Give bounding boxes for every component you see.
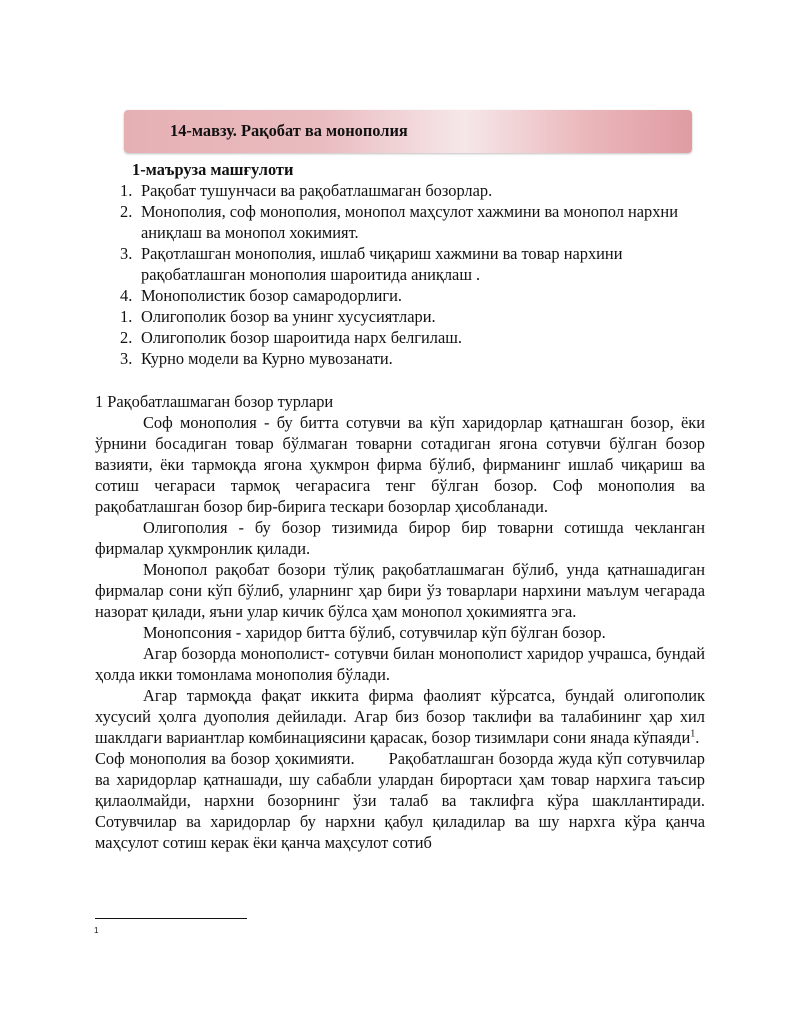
outline-item: [120, 327, 710, 348]
outline-text: Олигополик бозор шароитида нарх белгилаш.: [141, 328, 462, 347]
outline-text: Курно модели ва Курно мувозанати.: [141, 349, 393, 368]
paragraph: [95, 685, 705, 748]
paragraph-end: .: [695, 728, 700, 747]
paragraph: Соф монополия - бу битта сотувчи ва кўп харидорлар қатнашган бозор, ёки ўрнини босадиган товар бўлмаган товарни сотадиган ягона сотувчи бўлган бозор вазияти, ёки тармоқда ягона ҳукмрон фирма бўлиб, фирманинг ишлаб чиқариш ва сотиш чегараси тармоқ чегарасига тенг бўлган бозор. Соф монополия ва рақобатлашган бозор бир-бирига тескари бозорлар ҳисобланади.: [95, 413, 705, 516]
topic-title: 14-мавзу. Рақобат ва монополия: [170, 121, 408, 140]
outline-number: 2.: [120, 328, 133, 347]
paragraph: Агар бозорда монополист- сотувчи билан монополист харидор учрашса, бундай ҳолда икки томонлама монополия бўлади.: [95, 644, 705, 684]
outline-item: [120, 285, 710, 306]
outline-text: Монополия, соф монополия, монопол маҳсулот хажмини ва монопол нархни аниқлаш ва монопол хокимият.: [141, 202, 678, 242]
outline-text: Олигополик бозор ва унинг хусусиятлари.: [141, 307, 436, 326]
footnote-separator: [95, 918, 247, 919]
paragraph: [95, 748, 705, 853]
lecture-subtitle: 1-маъруза машғулоти: [132, 160, 294, 179]
footnote-number: 1: [94, 926, 99, 935]
outline-item: [120, 201, 710, 243]
outline-number: 2.: [120, 202, 133, 221]
outline-item: [120, 306, 710, 327]
outline-item: [120, 180, 710, 201]
outline-number: 1.: [120, 181, 133, 200]
paragraph-text: Рақобатлашган бозорда жуда кўп сотувчилар ва харидорлар қатнашади, шу сабабли улардан бирортаси ҳам товар нархига таъсир қилаолмайди, нархни бозорнинг ўзи талаб ва таклифга кўра шакллантиради. Сотувчилар ва харидорлар бу нархни қабул қиладилар ва шу нархга кўра қанча маҳсулот сотиш керак ёки қанча маҳсулот сотиб: [95, 749, 705, 852]
paragraph-text: Агар тармоқда фақат иккита фирма фаолият кўрсатса, бундай олигополик хусусий ҳолга дуополия дейилади. Агар биз бозор таклифи ва талабининг ҳар хил шаклдаги вариантлар комбинациясини қарасак, бозор тизимлари сони янада кўпаяди: [95, 686, 705, 747]
lecture-outline: [120, 180, 710, 369]
section-heading: 1 Рақобатлашмаган бозор турлари: [95, 392, 334, 411]
outline-number: 1.: [120, 307, 133, 326]
body-text: [95, 412, 705, 853]
outline-number: 3.: [120, 349, 133, 368]
footnote-reference[interactable]: 1: [690, 728, 696, 740]
outline-text: Рақотлашган монополия, ишлаб чиқариш хажмини ва товар нархини рақобатлашган монополия шароитида аниқлаш .: [141, 244, 623, 284]
paragraph: Олигополия - бу бозор тизимида бирор бир товарни сотишда чекланган фирмалар ҳукмронлик қилади.: [95, 518, 705, 558]
outline-number: 3.: [120, 244, 133, 263]
paragraph: Монопол рақобат бозори тўлиқ рақобатлашмаган бўлиб, унда қатнашадиган фирмалар сони кўп бўлиб, уларнинг ҳар бири ўз товарлари нархини маълум чегарада назорат қилади, яъни улар кичик бўлса ҳам монопол ҳокимиятга эга.: [95, 560, 705, 621]
outline-item: [120, 348, 710, 369]
topic-title-banner: [124, 110, 692, 153]
paragraph: Монопсония - харидор битта бўлиб, сотувчилар кўп бўлган бозор.: [143, 623, 606, 642]
outline-item: [120, 243, 710, 285]
outline-number: 4.: [120, 286, 133, 305]
outline-text: Рақобат тушунчаси ва рақобатлашмаган бозорлар.: [141, 181, 493, 200]
paragraph-lead: Соф монополия ва бозор ҳокимияти.: [95, 749, 355, 768]
outline-text: Монополистик бозор самародорлиги.: [141, 286, 402, 305]
